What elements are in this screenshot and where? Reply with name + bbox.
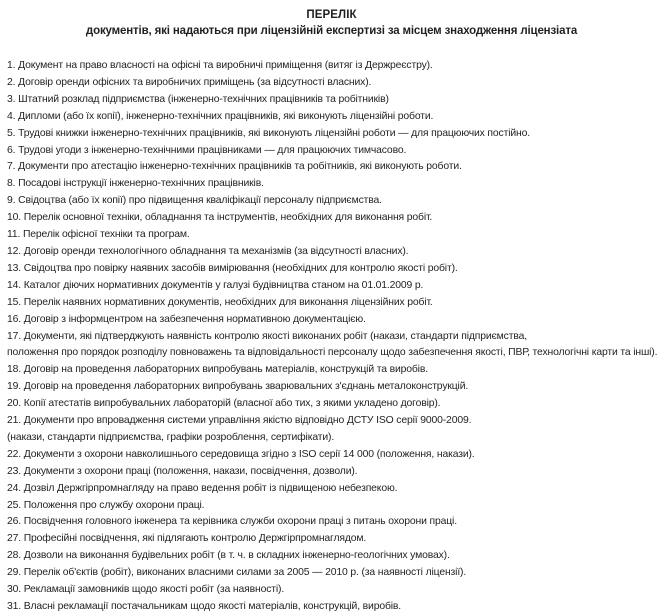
list-item bbox=[7, 278, 659, 295]
list-item-text: 18. Договір на проведення лабораторних випробувань матеріалів, конструкцій та виробів. bbox=[7, 364, 428, 376]
list-item bbox=[7, 193, 659, 210]
list-item bbox=[7, 295, 659, 312]
list-item bbox=[7, 464, 659, 481]
list-item-text: 12. Договір оренди технологічного обладнання та механізмів (за відсутності власних). bbox=[7, 245, 409, 257]
list-item-text: 30. Рекламації замовників щодо якості робіт (за наявності). bbox=[7, 584, 285, 596]
list-item bbox=[7, 565, 659, 582]
list-item bbox=[7, 548, 659, 565]
list-item-text: 9. Свідоцтва (або їх копії) про підвищення кваліфікації персоналу підприємства. bbox=[7, 195, 382, 207]
list-item-text: 14. Каталог діючих нормативних документів у галузі будівництва станом на 01.01.2009 р. bbox=[7, 279, 424, 291]
list-item bbox=[7, 227, 659, 244]
list-item-text: 15. Перелік наявних нормативних документів, необхідних для виконання ліцензійних робіт. bbox=[7, 296, 433, 308]
list-item bbox=[7, 210, 659, 227]
document-list bbox=[7, 58, 659, 616]
list-item-text: 23. Документи з охорони праці (положення, накази, посвідчення, дозволи). bbox=[7, 465, 358, 477]
list-item-text: 10. Перелік основної техніки, обладнання та інструментів, необхідних для виконання робіт. bbox=[7, 212, 433, 224]
list-item bbox=[7, 531, 659, 548]
list-item bbox=[7, 514, 659, 531]
list-item-text: 29. Перелік об'єктів (робіт), виконаних власними силами за 2005 — 2010 р. (за наявності ліцензії). bbox=[7, 567, 467, 579]
list-item bbox=[7, 582, 659, 599]
list-item-text: 28. Дозволи на виконання будівельних робіт (в т. ч. в складних інженерно-геологічних умовах). bbox=[7, 550, 450, 562]
list-item bbox=[7, 379, 659, 396]
list-item-text: 26. Посвідчення головного інженера та керівника служби охорони праці з питань охорони праці. bbox=[7, 516, 457, 528]
list-item bbox=[7, 58, 659, 75]
list-item bbox=[7, 396, 659, 413]
list-item-text: 1. Документ на право власності на офісні та виробничі приміщення (витяг із Держреєстру). bbox=[7, 60, 433, 71]
list-item-text: 2. Договір оренди офісних та виробничих приміщень (за відсутності власних). bbox=[7, 76, 372, 88]
list-item-text: 13. Свідоцтва про повірку наявних засобів вимірювання (необхідних для контролю якості робіт). bbox=[7, 262, 458, 274]
list-item-text: 31. Власні рекламації постачальникам щодо якості матеріалів, конструкцій, виробів. bbox=[7, 601, 402, 612]
list-item-text: 27. Професійні посвідчення, які підлягають контролю Держгірпромнаглядом. bbox=[7, 533, 367, 545]
document-title: ПЕРЕЛІК bbox=[306, 9, 357, 21]
list-item-text: 7. Документи про атестацію інженерно-технічних працівників та робітників, які виконують роботи. bbox=[7, 161, 462, 173]
list-item bbox=[7, 75, 659, 92]
document-subtitle: документів, які надаються при ліцензійній експертизі за місцем знаходження ліцензіата bbox=[85, 25, 578, 37]
list-item bbox=[7, 109, 659, 126]
list-item-text: 19. Договір на проведення лабораторних випробувань зварювальних з'єднань металоконструкцій. bbox=[7, 381, 469, 393]
list-item bbox=[7, 498, 659, 515]
list-item-text: 22. Документи з охорони навколишнього середовища згідно з ISO серії 14 000 (положення, накази). bbox=[7, 448, 475, 460]
list-item-text: 11. Перелік офісної техніки та програм. bbox=[7, 229, 190, 241]
list-item-text: 5. Трудові книжки інженерно-технічних працівників, які виконують ліцензійні роботи — для працюючих постійно. bbox=[7, 127, 530, 139]
list-item-text: 16. Договір з інформцентром на забезпечення нормативною документацією. bbox=[7, 313, 366, 325]
list-item bbox=[7, 159, 659, 176]
list-item bbox=[7, 599, 659, 616]
list-item-text: 8. Посадові інструкції інженерно-технічних працівників. bbox=[7, 178, 264, 190]
list-item bbox=[7, 261, 659, 278]
list-item-text: 17. Документи, які підтверджують наявність контролю якості виконаних робіт (накази, стандарти підприємства, bbox=[7, 330, 527, 342]
list-item-text: 3. Штатний розклад підприємства (інженерно-технічних працівників та робітників) bbox=[7, 93, 389, 105]
list-item-text: 25. Положення про службу охорони праці. bbox=[7, 499, 205, 511]
list-item bbox=[7, 481, 659, 498]
list-item-text: (накази, стандарти підприємства, графіки розроблення, сертифікати). bbox=[7, 431, 335, 443]
list-item bbox=[7, 244, 659, 261]
list-item-text: 4. Дипломи (або їх копії), інженерно-технічних працівників, які виконують ліцензійні роботи. bbox=[7, 110, 434, 122]
list-item-text: 20. Копії атестатів випробувальних лабораторій (власної або тих, з якими укладено договір). bbox=[7, 398, 441, 410]
list-item bbox=[7, 362, 659, 379]
list-item bbox=[7, 143, 659, 160]
list-item bbox=[7, 413, 659, 447]
list-item bbox=[7, 329, 659, 363]
list-item-text: положення про порядок розподілу повноважень та відповідальності персоналу щодо забезпечення якості, ПВР, технологічні карти та інші). bbox=[7, 347, 658, 359]
list-item bbox=[7, 312, 659, 329]
list-item bbox=[7, 176, 659, 193]
list-item bbox=[7, 126, 659, 143]
list-item bbox=[7, 92, 659, 109]
list-item bbox=[7, 447, 659, 464]
list-item-text: 21. Документи про впровадження системи управління якістю відповідно ДСТУ ISO серії 9000-2009. bbox=[7, 415, 472, 427]
list-item-text: 6. Трудові угоди з інженерно-технічними працівниками — для працюючих тимчасово. bbox=[7, 144, 407, 156]
list-item-text: 24. Дозвіл Держгірпромнагляду на право ведення робіт із підвищеною небезпекою. bbox=[7, 482, 398, 494]
